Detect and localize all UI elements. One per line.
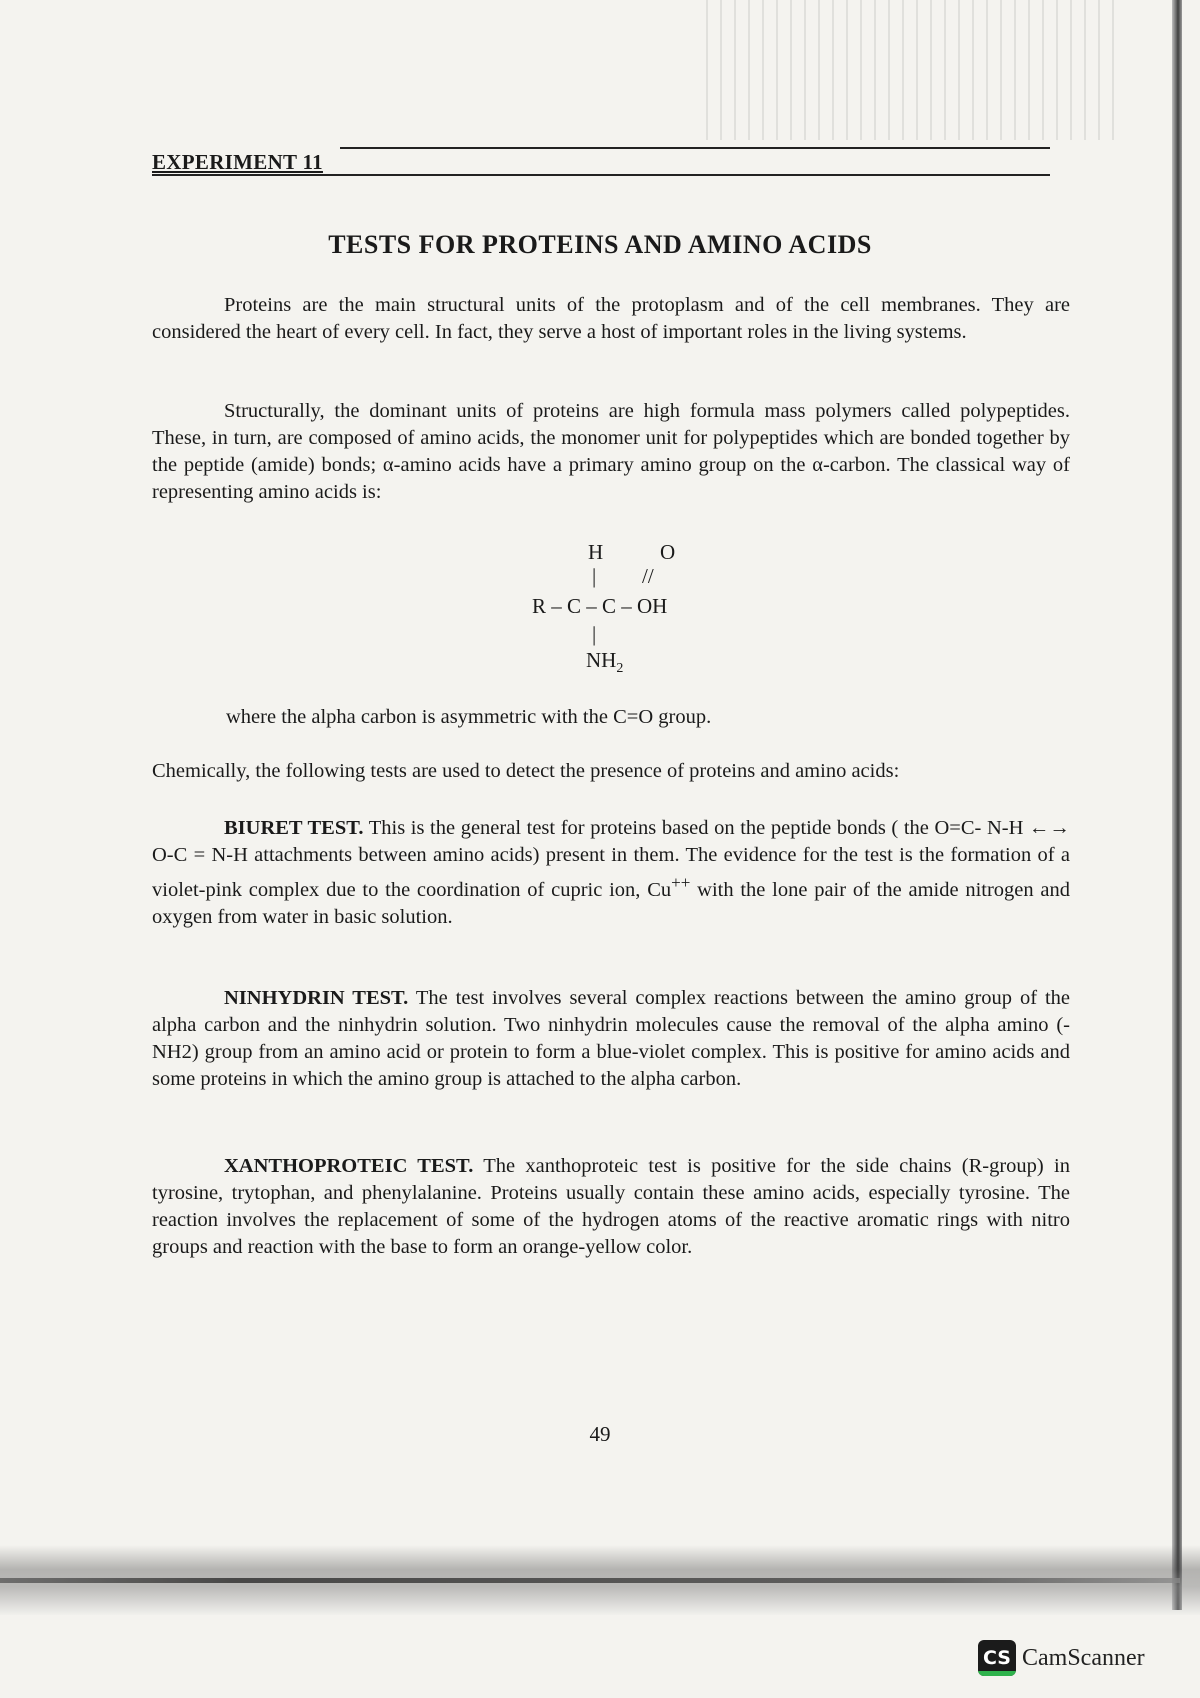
oxygen-atom: O — [660, 540, 676, 564]
intro-paragraph: Proteins are the main structural units of the protoplasm and of the cell membranes. They are considered the heart of every cell. In fact, they serve a host of important roles in the living systems. — [152, 294, 1070, 343]
xanthoproteic-paragraph — [152, 1153, 1070, 1261]
amino-group-label: NH — [586, 648, 617, 672]
header-rule-top — [340, 147, 1050, 149]
amino-group — [586, 648, 623, 677]
experiment-label: EXPERIMENT 11 — [152, 150, 323, 174]
tests-intro: Chemically, the following tests are used to detect the presence of proteins and amino acids: — [152, 760, 900, 782]
biuret-test-name: BIURET TEST. — [224, 817, 364, 839]
scan-smudge — [700, 0, 1120, 140]
amino-acid-structure — [520, 540, 720, 680]
camscanner-name: CamScanner — [1022, 1644, 1145, 1671]
main-chain: R – C – C – OH — [532, 594, 668, 618]
amino-group-subscript: 2 — [616, 661, 624, 677]
ninhydrin-text: The test involves several complex reactions between the amino group of the alpha carbon and the ninhydrin solution. Two ninhydrin molecules cause the removal of the alpha amino (-NH2) group from an amino acid or protein to form a blue-violet complex. This is positive for amino acids and some proteins in which the amino group is attached to the alpha carbon. — [152, 987, 1070, 1090]
page-number: 49 — [589, 1422, 611, 1446]
bond-vertical-bottom: | — [592, 622, 597, 646]
cupric-charge: ++ — [671, 873, 691, 892]
scan-bottom-edge — [0, 1578, 1180, 1583]
biuret-text-end: with the lone pair of the amide nitrogen and oxygen from water in basic solution. — [152, 878, 1070, 928]
page-title: TESTS FOR PROTEINS AND AMINO ACIDS — [328, 230, 872, 259]
camscanner-logo-icon: CS — [978, 1640, 1016, 1676]
camscanner-watermark — [978, 1638, 1145, 1678]
xanthoproteic-text: The xanthoproteic test is positive for the side chains (R-group) in tyrosine, trytophan, and phenylalanine. Proteins usually contain these amino acids, especially tyrosine. The reaction involves the replacement of some of the hydrogen atoms of the reactive aromatic rings with nitro groups and reaction with the base to form an orange-yellow color. — [152, 1155, 1070, 1258]
ninhydrin-test-name: NINHYDRIN TEST. — [224, 987, 409, 1009]
header-rule-bottom — [152, 174, 1050, 176]
hydrogen-atom: H — [588, 540, 604, 564]
bond-vertical-top: | — [592, 564, 597, 588]
alpha-carbon-note: where the alpha carbon is asymmetric with the C=O group. — [226, 706, 712, 728]
structure-paragraph: Structurally, the dominant units of proteins are high formula mass polymers called polypeptides. These, in turn, are composed of amino acids, the monomer unit for polypeptides which are bonded together by the peptide (amide) bonds; α-amino acids have a primary amino group on the α-carbon. The classical way of representing amino acids is: — [152, 400, 1070, 503]
double-bond: // — [642, 564, 654, 588]
biuret-text: This is the general test for proteins based on the peptide bonds ( the O=C- N-H ←→ O-C = N-H attachments between amino acids) present in them. The evidence for the test is the formation of a violet-pink complex due to the coordination of cupric ion, Cu — [152, 817, 1070, 901]
ninhydrin-paragraph — [152, 985, 1070, 1093]
biuret-paragraph — [152, 815, 1070, 931]
xanthoproteic-test-name: XANTHOPROTEIC TEST. — [224, 1155, 474, 1177]
